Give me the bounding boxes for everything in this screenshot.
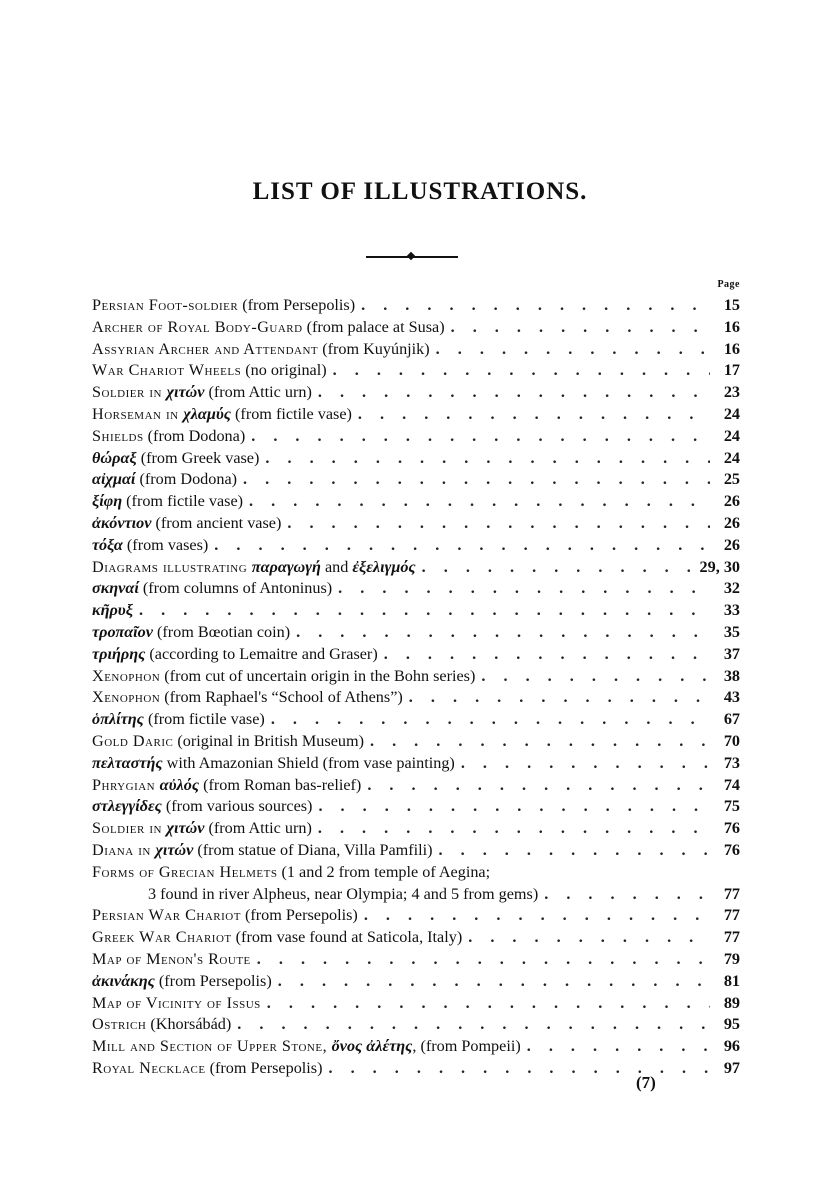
dot-leader — [243, 470, 710, 489]
entry-name: Xenophon — [92, 666, 161, 685]
entry-text — [92, 601, 133, 620]
entry-desc: (from Attic urn) — [204, 819, 312, 838]
dot-leader — [361, 296, 710, 315]
entry-text — [92, 449, 259, 468]
dot-leader — [370, 732, 710, 751]
entry-desc: (no original) — [241, 361, 327, 380]
entry-desc: 3 found in river Alpheus, near Olympia; 4 and 5 from gems) — [148, 884, 539, 903]
entry-name: Persian War Chariot — [92, 906, 241, 925]
list-item — [92, 645, 740, 667]
entry-page: 76 — [723, 840, 740, 859]
dot-leader — [422, 558, 694, 577]
entry-name: Map of Menon's Route — [92, 949, 251, 968]
entry-name: Phrygian — [92, 775, 160, 794]
entry-text — [92, 318, 445, 337]
entry-greek: ἐξελιγμός — [352, 557, 416, 576]
entry-text — [92, 667, 475, 686]
entry-greek: τροπαῖον — [92, 622, 153, 641]
page-column-header: Page — [717, 279, 740, 290]
entry-name: War Chariot Wheels — [92, 361, 242, 380]
page-title: LIST OF ILLUSTRATIONS. — [252, 178, 588, 205]
entry-desc: (from Persepolis) — [238, 296, 356, 314]
entry-desc: (Khorsábád) — [146, 1015, 232, 1034]
entry-page: 76 — [723, 819, 740, 838]
list-item — [92, 296, 740, 318]
entry-page: 79 — [723, 949, 740, 968]
entry-page: 89 — [723, 993, 740, 1012]
list-item — [92, 514, 740, 536]
entry-page: 77 — [723, 884, 740, 903]
entry-text — [92, 470, 237, 489]
list-item — [92, 361, 740, 383]
entry-greek: ἀκόντιον — [92, 513, 152, 532]
dot-leader — [237, 1015, 710, 1034]
entry-page: 95 — [723, 1015, 740, 1034]
entry-page: 24 — [723, 426, 740, 445]
entry-greek: σκηναί — [92, 579, 139, 598]
entry-greek: ξίφη — [92, 492, 123, 511]
entry-name: Map of Vicinity of Issus — [92, 993, 261, 1012]
entry-greek: χιτών — [166, 819, 205, 838]
entry-desc: (from Persepolis) — [205, 1058, 323, 1077]
dot-leader — [367, 776, 710, 795]
entry-name: Archer of Royal Body-Guard — [92, 317, 303, 336]
dot-leader — [271, 710, 710, 729]
entry-text — [92, 492, 243, 511]
entry-greek: τριήρης — [92, 644, 146, 663]
entry-page: 15 — [723, 296, 740, 314]
entry-greek: στλεγγίδες — [92, 797, 162, 816]
entry-text — [92, 819, 312, 838]
entry-desc: (from various sources) — [161, 797, 313, 816]
entry-greek: χιτών — [155, 840, 194, 859]
list-item — [92, 579, 740, 601]
entry-name: Greek War Chariot — [92, 928, 232, 947]
entry-greek: αἰχμαί — [92, 470, 136, 489]
entry-greek: αὐλός — [159, 775, 200, 794]
list-item — [92, 340, 740, 362]
list-item — [92, 449, 740, 471]
entry-text — [92, 383, 312, 402]
entry-text — [92, 427, 245, 446]
entry-name: Ostrich — [92, 1015, 147, 1034]
list-item — [92, 536, 740, 558]
entry-page: 43 — [723, 688, 740, 707]
dot-leader — [214, 536, 710, 555]
entry-page: 24 — [723, 404, 740, 423]
entry-page: 81 — [723, 971, 740, 990]
entry-name: Shields — [92, 426, 144, 445]
entry-text — [92, 972, 272, 991]
entry-page: 32 — [723, 579, 740, 598]
entry-desc: (from columns of Antoninus) — [138, 579, 333, 598]
entry-page: 77 — [723, 906, 740, 925]
entry-greek: ὁπλίτης — [92, 710, 144, 729]
entry-greek: παραγωγή — [251, 557, 321, 576]
entry-text — [92, 361, 327, 380]
list-item — [92, 710, 740, 732]
dot-leader — [436, 340, 710, 359]
entry-name: Xenophon — [92, 688, 161, 707]
dot-leader — [318, 819, 710, 838]
entry-greek: τόξα — [92, 535, 123, 554]
dot-leader — [249, 492, 710, 511]
dot-leader — [384, 645, 710, 664]
entry-text — [92, 950, 251, 969]
entry-desc: (from statue of Diana, Villa Pamfili) — [193, 840, 433, 859]
list-item — [92, 819, 740, 841]
entry-page: 37 — [723, 644, 740, 663]
list-item — [92, 863, 740, 885]
list-item — [92, 994, 740, 1016]
dot-leader — [481, 667, 710, 686]
entry-text — [92, 754, 455, 773]
list-item — [92, 797, 740, 819]
entry-text — [92, 536, 208, 555]
entry-text — [92, 732, 364, 751]
entry-page: 74 — [723, 775, 740, 794]
entry-desc: (from Bœotian coin) — [152, 622, 291, 641]
entry-name: Gold Daric — [92, 731, 174, 750]
dot-leader — [461, 754, 710, 773]
list-item — [92, 558, 740, 580]
entry-name: Assyrian Archer and Attendant — [92, 339, 319, 358]
list-item — [92, 623, 740, 645]
entry-text — [92, 340, 430, 359]
dot-leader — [296, 623, 710, 642]
entry-page: 26 — [723, 535, 740, 554]
list-item — [92, 667, 740, 689]
entry-greek: πελταστής — [92, 753, 163, 772]
entry-name: Persian Foot-soldier — [92, 296, 239, 314]
dot-leader — [333, 361, 710, 380]
entry-desc: (from Roman bas-relief) — [199, 775, 362, 794]
list-item — [92, 906, 740, 928]
entry-page: 67 — [723, 710, 740, 729]
entry-page: 70 — [723, 731, 740, 750]
entry-desc: (1 and 2 from temple of Aegina; — [277, 862, 491, 881]
entry-name: Diagrams illustrating — [92, 557, 252, 576]
entry-desc: (from Dodona) — [143, 426, 246, 445]
dot-leader — [265, 449, 710, 468]
entry-page: 96 — [723, 1037, 740, 1056]
entry-desc: (from fictile vase) — [122, 492, 244, 511]
dot-leader — [409, 688, 710, 707]
entry-name: Mill and Section of Upper Stone, — [92, 1037, 332, 1056]
entry-greek: χλαμύς — [183, 404, 231, 423]
entry-greek: ἀκινάκης — [92, 971, 155, 990]
entry-desc: with Amazonian Shield (from vase painting) — [162, 753, 455, 772]
dot-leader — [468, 928, 710, 947]
entry-desc: (from palace at Susa) — [302, 317, 445, 336]
list-item — [92, 972, 740, 994]
entry-desc: (from ancient vase) — [151, 513, 282, 532]
entry-text — [92, 688, 403, 707]
entry-desc: (from Kuyúnjik) — [318, 339, 430, 358]
entry-desc: (from Attic urn) — [204, 383, 312, 402]
entry-greek: θώραξ — [92, 448, 137, 467]
entry-desc: (from Dodona) — [135, 470, 238, 489]
entry-text — [92, 1059, 322, 1078]
entry-text — [92, 1037, 521, 1056]
entry-desc: (from vases) — [122, 535, 209, 554]
entry-text — [92, 1015, 231, 1034]
list-item — [92, 754, 740, 776]
entry-name: Soldier in — [92, 819, 167, 838]
entry-desc: (from fictile vase) — [231, 404, 352, 423]
entry-page: 97 — [723, 1058, 740, 1077]
dot-leader — [251, 427, 710, 446]
entry-name: Royal Necklace — [92, 1058, 206, 1077]
entry-page: 26 — [723, 492, 740, 511]
entry-name: Diana in — [92, 840, 156, 859]
entry-text — [92, 797, 312, 816]
entry-desc: and — [320, 557, 353, 576]
list-item — [92, 492, 740, 514]
entry-name: Horseman in — [92, 404, 184, 423]
entry-text — [92, 514, 281, 533]
list-item — [92, 885, 740, 907]
list-item — [92, 688, 740, 710]
entry-page: 73 — [723, 753, 740, 772]
entry-page: 77 — [723, 928, 740, 947]
entry-desc: (original in British Museum) — [173, 731, 364, 750]
entry-greek: ὄνος ἀλέτης — [331, 1037, 413, 1056]
entry-text — [92, 994, 261, 1013]
entry-name: Soldier in — [92, 383, 167, 402]
list-item — [92, 950, 740, 972]
dot-leader — [358, 405, 710, 424]
illustrations-list — [92, 296, 740, 1081]
list-item — [92, 776, 740, 798]
entry-text — [92, 710, 265, 729]
entry-name: Forms of Grecian Helmets — [92, 862, 278, 881]
list-item — [92, 601, 740, 623]
list-item — [92, 383, 740, 405]
entry-text — [92, 623, 290, 642]
entry-page: 35 — [723, 622, 740, 641]
dot-leader — [318, 797, 710, 816]
diamond-icon — [407, 252, 415, 260]
entry-greek: χιτών — [166, 383, 205, 402]
entry-desc: (from cut of uncertain origin in the Bohn series) — [160, 666, 476, 685]
entry-text — [92, 841, 433, 860]
entry-page: 75 — [723, 797, 740, 816]
entry-page: 23 — [723, 383, 740, 402]
list-item — [92, 470, 740, 492]
entry-page: 29, 30 — [699, 557, 740, 576]
entry-desc: (from Raphael's “School of Athens”) — [160, 688, 403, 707]
dot-leader — [257, 950, 710, 969]
entry-text — [92, 906, 358, 925]
list-item — [92, 427, 740, 449]
dot-leader — [318, 383, 710, 402]
entry-page: 33 — [723, 601, 740, 620]
entry-desc: (from Persepolis) — [154, 971, 272, 990]
entry-page: 17 — [723, 361, 740, 380]
entry-page: 26 — [723, 513, 740, 532]
entry-desc: , (from Pompeii) — [412, 1037, 521, 1056]
dot-leader — [287, 514, 710, 533]
entry-text — [148, 885, 538, 904]
list-item — [92, 318, 740, 340]
dot-leader — [267, 994, 710, 1013]
list-item — [92, 928, 740, 950]
entry-page: 25 — [723, 470, 740, 489]
entry-page: 38 — [723, 666, 740, 685]
entry-page: 16 — [723, 317, 740, 336]
entry-text — [92, 579, 332, 598]
entry-text — [92, 405, 352, 424]
entry-text — [92, 645, 378, 664]
title-ornament — [366, 253, 458, 261]
list-item — [92, 405, 740, 427]
entry-desc: (from Greek vase) — [136, 448, 260, 467]
dot-leader — [451, 318, 710, 337]
entry-page: 24 — [723, 448, 740, 467]
entry-desc: (from fictile vase) — [143, 710, 265, 729]
list-item — [92, 732, 740, 754]
entry-greek: κῆρυξ — [92, 601, 133, 620]
entry-text — [92, 558, 416, 577]
entry-text — [92, 776, 361, 795]
entry-desc: (according to Lemaitre and Graser) — [145, 644, 378, 663]
entry-text — [92, 296, 355, 315]
page-number: (7) — [636, 1073, 656, 1092]
entry-desc: (from vase found at Saticola, Italy) — [231, 928, 463, 947]
list-item — [92, 841, 740, 863]
dot-leader — [439, 841, 711, 860]
entry-desc: (from Persepolis) — [240, 906, 358, 925]
dot-leader — [527, 1037, 710, 1056]
list-item — [92, 1037, 740, 1059]
entry-text — [92, 928, 462, 947]
entry-text — [92, 863, 490, 882]
dot-leader — [278, 972, 710, 991]
dot-leader — [544, 885, 710, 904]
dot-leader — [364, 906, 710, 925]
dot-leader — [139, 601, 710, 620]
list-item — [92, 1015, 740, 1037]
dot-leader — [338, 579, 710, 598]
entry-page: 16 — [723, 339, 740, 358]
